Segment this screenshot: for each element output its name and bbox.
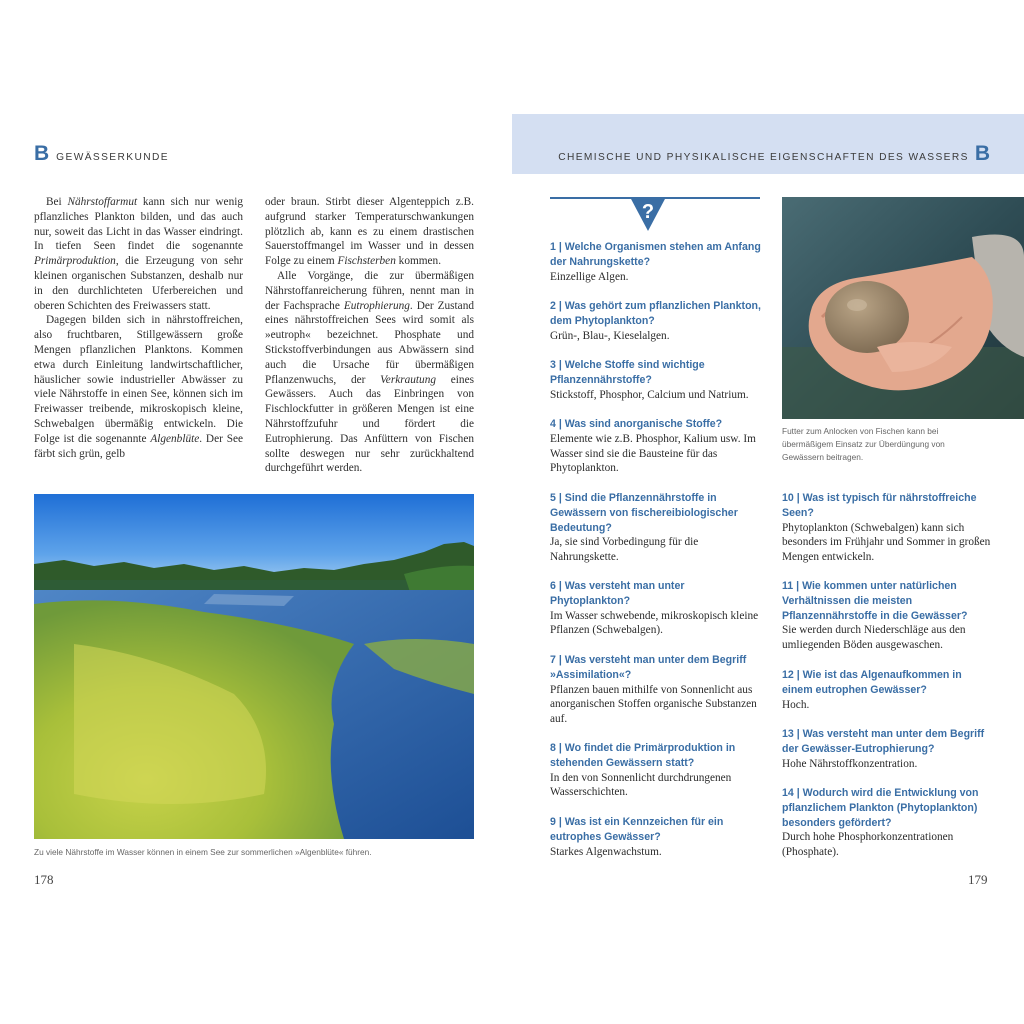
text-run: kann sich nur wenig pflanzliches Plankton bilden, und das auch nur, soweit das Licht in das Wasser eindringt. In tiefen Seen findet die sogenannte [34,196,243,253]
quiz-item [550,815,762,859]
question-number: 10 [782,492,794,504]
quiz-item [782,786,994,860]
quiz-answer: Pflanzen bauen mithilfe von Sonnenlicht aus anorganischen Stoffen organische Substanzen auf. [550,683,757,726]
italic-term: Algenblüte [150,432,200,445]
quiz-item [550,417,762,476]
text-run: kommen. [395,255,442,268]
quiz-item [782,491,994,565]
text-run: . Der See färbt sich grün, gelb [34,432,243,460]
quiz-question: 2 | Was gehört zum pflanzlichen Plankton, dem Phytoplankton? [550,300,761,327]
lake-photo-caption: Zu viele Nährstoffe im Wasser können in einem See zur sommerlichen »Algenblüte« führen. [34,847,372,857]
paragraph [265,269,474,476]
text-run: Bei [46,196,68,208]
quiz-answer: Hohe Nährstoffkonzentration. [782,757,918,770]
paragraph [34,195,243,313]
question-text: Was sind anorganische Stoffe? [564,418,723,430]
question-text: Was gehört zum pflanzlichen Plankton, dem Phytoplankton? [550,300,761,327]
question-number: 7 [550,654,556,666]
text-column-1 [34,195,243,461]
quiz-symbol: ? [641,201,655,223]
paragraph [34,313,243,461]
algae-bloom-lake-photo [34,494,474,839]
question-text: Wie kommen unter natürlichen Verhältnissen die meisten Pflanzennährstoffe in die Gewässer? [782,580,968,622]
question-number: 2 [550,300,556,312]
italic-term: Verkrautung [380,373,437,386]
quiz-item [782,579,994,653]
quiz-question: 6 | Was versteht man unter Phytoplankton? [550,580,685,607]
fish-bait-hand-photo [782,197,1024,419]
question-text: Was versteht man unter Phytoplankton? [550,580,685,607]
quiz-item [782,727,994,771]
page-number-right: 179 [968,872,988,887]
quiz-answer: Sie werden durch Niederschläge aus den umliegenden Böden ausgewaschen. [782,624,966,652]
quiz-question: 14 | Wodurch wird die Entwicklung von pflanzlichem Plankton (Phytoplankton) besonders gefördert? [782,787,979,829]
quiz-answer: Stickstoff, Phosphor, Calcium und Natrium. [550,388,749,401]
question-number: 14 [782,787,794,799]
italic-term: Primärproduktion [34,255,116,268]
question-text: Was versteht man unter dem Begriff »Assimilation«? [550,654,747,681]
quiz-answer: Einzellige Algen. [550,270,629,283]
text-run: Alle Vorgänge, die zur übermäßigen Nährstoffanreicherung führen, nennt man in der Fachsprache [265,269,474,312]
question-text: Wodurch wird die Entwicklung von pflanzlichem Plankton (Phytoplankton) besonders gefördert? [782,787,979,829]
paragraph [265,195,474,269]
quiz-item [550,358,762,402]
text-column-2 [265,195,474,476]
question-text: Was ist ein Kennzeichen für ein eutrophes Gewässer? [550,816,724,843]
right-page-header [558,143,990,165]
quiz-question: 10 | Was ist typisch für nährstoffreiche Seen? [782,492,977,519]
question-mark-icon [628,197,668,231]
quiz-question: 11 | Wie kommen unter natürlichen Verhältnissen die meisten Pflanzennährstoffe in die Gewässer? [782,580,968,622]
quiz-answer: In den von Sonnenlicht durchdrungenen Wasserschichten. [550,771,732,799]
section-title-right: CHEMISCHE UND PHYSIKALISCHE EIGENSCHAFTEN DES WASSERS [558,152,969,163]
question-text: Was versteht man unter dem Begriff der Gewässer-Eutrophierung? [782,728,985,755]
quiz-question: 13 | Was versteht man unter dem Begriff der Gewässer-Eutrophierung? [782,728,985,755]
quiz-question: 4 | Was sind anorganische Stoffe? [550,418,723,430]
quiz-item [550,741,762,800]
question-text: Was ist typisch für nährstoffreiche Seen? [782,492,977,519]
quiz-answer: Durch hohe Phosphorkonzentrationen (Phosphate). [782,831,954,859]
question-text: Wie ist das Algenaufkommen in einem eutrophen Gewässer? [782,669,962,696]
quiz-answer: Grün-, Blau-, Kieselalgen. [550,329,670,342]
question-number: 3 [550,359,556,371]
text-run: Dagegen bilden sich in nährstoffreichen, also fruchtbaren, Stillgewässern große Mengen pflanzlichen Planktons. Kommen etwa durch Einleitung landwirtschaftlicher, häuslicher sowie industrieller Abwässer zu viele Nährstoffe in einen See, können sich im Freiwasser treibende, mikroskopisch kleine, Schwebalgen übermäßig entwickeln. Die Folge ist die sogenannte [34,314,243,445]
quiz-answer: Starkes Algenwachstum. [550,845,662,858]
text-run: . Der Zustand eines nährstoffreichen Sees wird somit als »eutroph« bezeichnet. Phosphate und Stickstoffverbindungen aus Abwässern sind auch die Ursache für übermäßigen Pflanzenwuchs, der [265,299,474,386]
quiz-question: 5 | Sind die Pflanzennährstoffe in Gewässern von fischereibiologischer Bedeutung? [550,492,738,534]
italic-term: Nährstoffarmut [67,196,138,208]
quiz-answer: Phytoplankton (Schwebalgen) kann sich besonders im Frühjahr und Sommer in großen Mengen entwickeln. [782,521,991,564]
question-text: Welche Stoffe sind wichtige Pflanzennährstoffe? [550,359,705,386]
quiz-question: 3 | Welche Stoffe sind wichtige Pflanzennährstoffe? [550,359,705,386]
quiz-answer: Hoch. [782,698,810,711]
section-letter: B [34,142,50,165]
quiz-question: 8 | Wo findet die Primärproduktion in stehenden Gewässern statt? [550,742,736,769]
text-run: , die Erzeugung von sehr kleinen organischen Substanzen, deshalb nur in den durchlichteten Uferbereichen und oberen Schichten des Freiwassers statt. [34,255,243,312]
page-number-left: 178 [34,872,54,887]
quiz-answer: Ja, sie sind Vorbedingung für die Nahrungskette. [550,536,699,564]
question-number: 11 [782,580,794,592]
question-number: 8 [550,742,556,754]
question-number: 4 [550,418,556,430]
quiz-question: 1 | Welche Organismen stehen am Anfang der Nahrungskette? [550,241,761,268]
quiz-answer: Elemente wie z.B. Phosphor, Kalium usw. Im Wasser sind sie die Bausteine für das Phytoplankton. [550,432,756,475]
question-number: 9 [550,816,556,828]
text-run: oder braun. Stirbt dieser Algenteppich z.B. aufgrund starker Temperaturschwankungen plötzlich ab, kann es zu einem drastischen Sauerstoffmangel im Wasser und in dessen Folge zu einem [265,196,474,268]
quiz-item [782,668,994,712]
italic-term: Eutrophierung [343,299,410,312]
question-number: 1 [550,241,556,253]
quiz-item [550,653,762,727]
section-title: GEWÄSSERKUNDE [56,152,169,163]
left-page-header [34,143,169,165]
question-number: 6 [550,580,556,592]
question-number: 12 [782,669,794,681]
question-text: Welche Organismen stehen am Anfang der Nahrungskette? [550,241,761,268]
question-number: 13 [782,728,794,740]
quiz-question: 9 | Was ist ein Kennzeichen für ein eutrophes Gewässer? [550,816,724,843]
section-letter-right: B [974,142,990,165]
quiz-question: 7 | Was versteht man unter dem Begriff »Assimilation«? [550,654,747,681]
hand-photo-caption: Futter zum Anlocken von Fischen kann bei übermäßigem Einsatz zur Überdüngung von Gewässern beitragen. [782,426,945,462]
quiz-item [550,491,762,565]
question-text: Sind die Pflanzennährstoffe in Gewässern von fischereibiologischer Bedeutung? [550,492,738,534]
text-run: eines Gewässers. Auch das Einbringen von Fischlockfutter in größeren Mengen ist eine Nährstoffzufuhr und fördert die Eutrophierung. Das Anfüttern von Fischen sollte deswegen nur sehr zurückhaltend durchgeführt werden. [265,373,474,475]
quiz-item [550,240,762,284]
quiz-item [550,579,762,638]
quiz-question: 12 | Wie ist das Algenaufkommen in einem eutrophen Gewässer? [782,669,962,696]
quiz-answer: Im Wasser schwebende, mikroskopisch kleine Pflanzen (Schwebalgen). [550,609,759,637]
italic-term: Fischsterben [337,255,396,268]
question-text: Wo findet die Primärproduktion in stehenden Gewässern statt? [550,742,736,769]
question-number: 5 [550,492,556,504]
quiz-item [550,299,762,343]
